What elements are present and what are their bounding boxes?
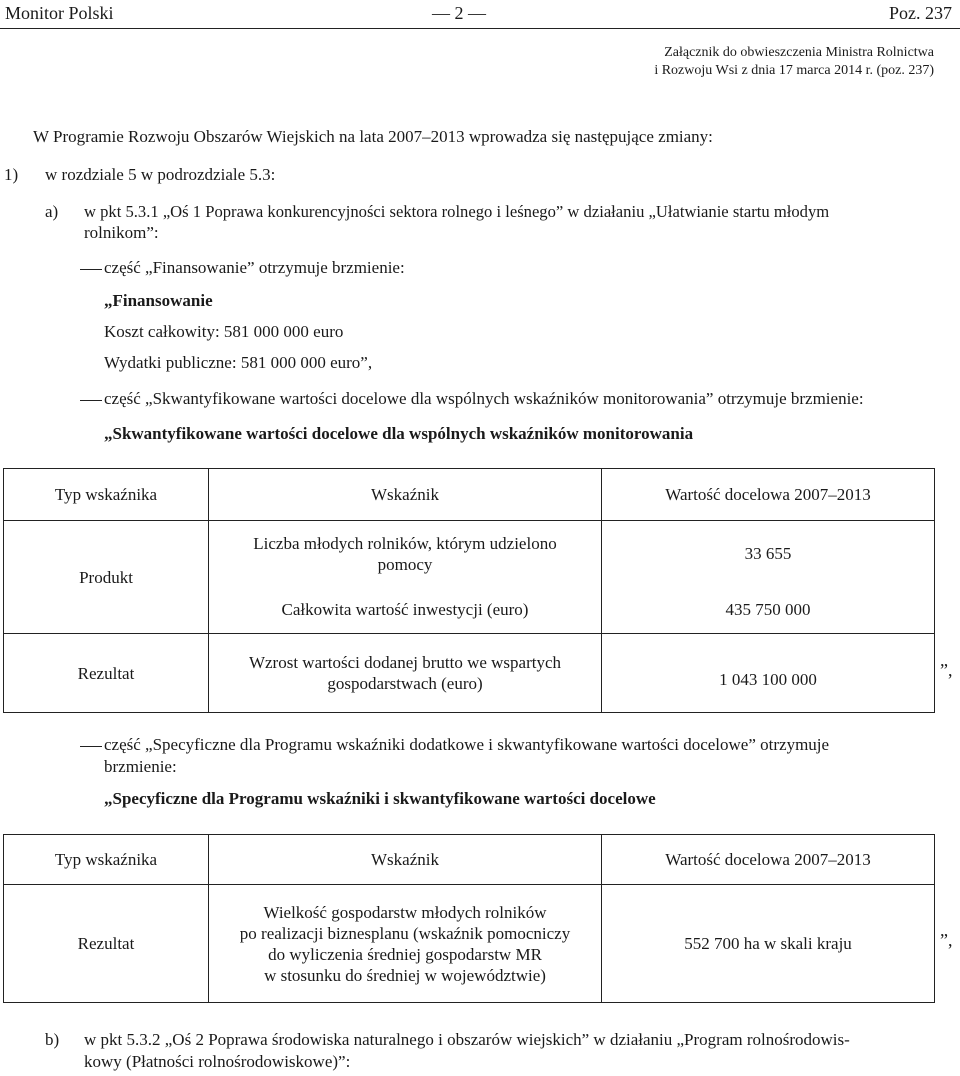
dash-bullet: [80, 746, 102, 747]
page-header: [0, 0, 960, 29]
indicator-line: w stosunku do średniej w województwie): [264, 965, 546, 985]
total-cost: Koszt całkowity: 581 000 000 euro: [104, 322, 344, 341]
indicators-table-specific: [3, 834, 935, 1003]
column-header: Wskaźnik: [209, 835, 602, 885]
target-value-cell: 435 750 000: [602, 587, 935, 634]
table-header-row: [4, 469, 935, 521]
annex-line: Załącznik do obwieszczenia Ministra Rolnictwa: [664, 45, 934, 60]
public-expenditure: Wydatki publiczne: 581 000 000 euro”,: [104, 353, 373, 372]
table-row: [4, 885, 935, 1003]
target-value-cell: 552 700 ha w skali kraju: [602, 885, 935, 1003]
column-header: Wartość docelowa 2007–2013: [602, 469, 935, 521]
item-a-line1: w pkt 5.3.1 „Oś 1 Poprawa konkurencyjności sektora rolnego i leśnego” w działaniu „Ułatwianie startu młodym: [84, 202, 830, 221]
indicator-type-cell: Produkt: [4, 521, 209, 634]
item-a-letter: a): [45, 202, 59, 221]
part-quantified-text: część „Skwantyfikowane wartości docelowe dla wspólnych wskaźników monitorowania” otrzymuje brzmienie:: [104, 389, 864, 408]
part-financing-text: część „Finansowanie” otrzymuje brzmienie:: [104, 258, 405, 277]
part-specific-line2: brzmienie:: [104, 757, 177, 776]
financing-heading: „Finansowanie: [104, 291, 213, 310]
indicator-line: do wyliczenia średniej gospodarstw MR: [268, 944, 542, 964]
indicator-cell: [209, 634, 602, 713]
indicator-type-cell: Rezultat: [4, 885, 209, 1003]
indicator-type-cell: Rezultat: [4, 634, 209, 713]
target-value-cell: 1 043 100 000: [602, 634, 935, 713]
column-header: Typ wskaźnika: [4, 835, 209, 885]
indicator-cell: [209, 521, 602, 587]
indicator-cell: Całkowita wartość inwestycji (euro): [209, 587, 602, 634]
dash-bullet: [80, 400, 102, 401]
indicator-line: Wzrost wartości dodanej brutto we wspartych: [248, 653, 562, 672]
annex-note: [654, 44, 934, 80]
item-1-text: w rozdziale 5 w podrozdziale 5.3:: [45, 165, 276, 184]
item-b-line1: w pkt 5.3.2 „Oś 2 Poprawa środowiska naturalnego i obszarów wiejskich” w działaniu „Program rolnośrodowis-: [84, 1030, 850, 1049]
position-number: Poz. 237: [889, 3, 952, 23]
indicators-table-common: [3, 468, 935, 713]
part-specific-line1: część „Specyficzne dla Programu wskaźniki dodatkowe i skwantyfikowane wartości docelowe” otrzymuje: [104, 735, 830, 754]
page-number: — 2 —: [432, 3, 486, 23]
specific-heading: „Specyficzne dla Programu wskaźniki i skwantyfikowane wartości docelowe: [104, 789, 656, 808]
indicator-cell: [209, 885, 602, 1003]
column-header: Wskaźnik: [209, 469, 602, 521]
indicator-line: Liczba młodych rolników, którym udzielono: [253, 533, 557, 553]
indicator-line: gospodarstwach (euro): [327, 674, 483, 693]
item-1-number: 1): [4, 165, 19, 184]
dash-bullet: [80, 269, 102, 270]
intro-text: W Programie Rozwoju Obszarów Wiejskich na lata 2007–2013 wprowadza się następujące zmiany:: [33, 127, 713, 146]
item-b-letter: b): [45, 1030, 60, 1049]
indicator-line: po realizacji biznesplanu (wskaźnik pomocniczy: [239, 923, 571, 943]
item-b-line2: kowy (Płatności rolnośrodowiskowe)”:: [84, 1052, 351, 1071]
table-row: [4, 521, 935, 587]
table-row: [4, 634, 935, 713]
item-a-line2: rolnikom”:: [84, 223, 159, 242]
column-header: Wartość docelowa 2007–2013: [602, 835, 935, 885]
journal-title: Monitor Polski: [5, 3, 114, 23]
column-header: Typ wskaźnika: [4, 469, 209, 521]
table-header-row: [4, 835, 935, 885]
closing-quote: ”,: [940, 930, 953, 950]
indicator-line: Wielkość gospodarstw młodych rolników: [263, 902, 547, 922]
annex-line: i Rozwoju Wsi z dnia 17 marca 2014 r. (poz. 237): [654, 63, 934, 78]
quantified-heading: „Skwantyfikowane wartości docelowe dla wspólnych wskaźników monitorowania: [104, 424, 694, 443]
closing-quote: ”,: [940, 660, 953, 680]
indicator-line: pomocy: [377, 554, 433, 574]
target-value-cell: 33 655: [602, 521, 935, 587]
